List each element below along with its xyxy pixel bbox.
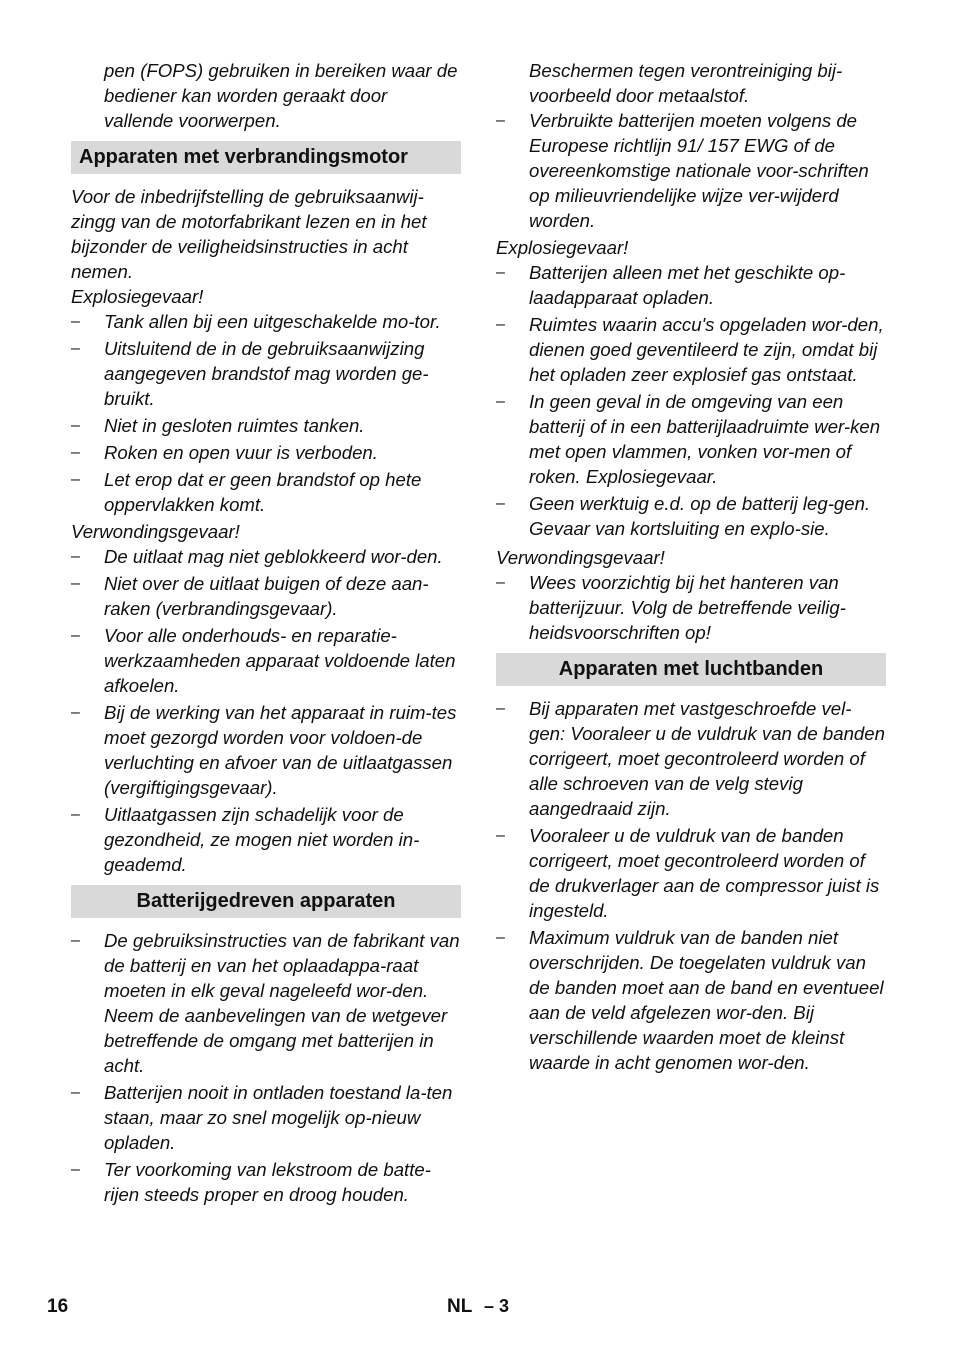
injury-list: [71, 544, 461, 877]
right-column: [496, 58, 886, 1077]
list-item-text: Bij apparaten met vastgeschroefde vel-gen: Vooraleer u de vuldruk van de banden corrigeert, moet gecontroleerd worden of alle schroeven van de velg stevig aangedraaid zijn.: [529, 698, 885, 819]
list-item-text: De uitlaat mag niet geblokkeerd wor-den.: [104, 546, 443, 567]
list-item-text: Verbruikte batterijen moeten volgens de Europese richtlijn 91/ 157 EWG of de overeenkomstige nationale voor-schriften op milieuvriendelijke wijze ver-wijderd worden.: [529, 110, 869, 231]
bullet-dash: –: [496, 112, 505, 129]
bullet-dash: –: [496, 827, 505, 844]
section-heading-battery: Batterijgedreven apparaten: [71, 885, 461, 918]
list-item-text: Voor alle onderhouds- en reparatie-werkzaamheden apparaat voldoende laten afkoelen.: [104, 625, 456, 696]
list-item-text: Bij de werking van het apparaat in ruim-tes moet gezorgd worden voor voldoen-de verluchting en afvoer van de uitlaatgassen (vergiftigingsgevaar).: [104, 702, 457, 798]
section-heading-combustion: Apparaten met verbrandingsmotor: [71, 141, 461, 174]
list-item: [71, 336, 461, 411]
list-item-text: Batterijen nooit in ontladen toestand la-ten staan, maar zo snel mogelijk op-nieuw opladen.: [104, 1082, 453, 1153]
bullet-dash: –: [71, 806, 80, 823]
list-item: [496, 389, 886, 489]
section-page-number: – 3: [484, 1296, 510, 1316]
bullet-dash: –: [71, 417, 80, 434]
list-item: [496, 108, 886, 233]
list-item-text: Vooraleer u de vuldruk van de banden corrigeert, moet gecontroleerd worden of de drukverlager aan de compressor juist is ingesteld.: [529, 825, 880, 921]
bullet-dash: –: [71, 1084, 80, 1101]
list-item: [496, 925, 886, 1075]
bullet-dash: –: [496, 393, 505, 410]
list-item-text: Geen werktuig e.d. op de batterij leg-gen. Gevaar van kortsluiting en explo-sie.: [529, 493, 871, 539]
bullet-dash: –: [71, 704, 80, 721]
injury-list-right: [496, 570, 886, 645]
language-code: NL: [447, 1296, 473, 1317]
battery-list: [71, 928, 461, 1207]
section-heading-tires: Apparaten met luchtbanden: [496, 653, 886, 686]
section-intro: Voor de inbedrijfstelling de gebruiksaanwij-zingg van de motorfabrikant lezen en in het bijzonder de veiligheidsinstructies in acht nemen.: [71, 186, 427, 282]
page-number: 16: [47, 1296, 69, 1317]
bullet-dash: –: [496, 700, 505, 717]
bullet-dash: –: [71, 1161, 80, 1178]
list-item: [71, 1080, 461, 1155]
list-item: [71, 623, 461, 698]
list-item: [496, 260, 886, 310]
list-item-text: De gebruiksinstructies van de fabrikant van de batterij en van het oplaadappa-raat moeten in elk geval nageleefd wor-den. Neem de aanbevelingen van de wetgever betreffende de omgang met batterijen in acht.: [104, 930, 460, 1076]
list-item-text: Ter voorkoming van lekstroom de batte-rijen steeds proper en droog houden.: [104, 1159, 431, 1205]
bullet-dash: –: [71, 932, 80, 949]
label-injury-hazard-right: Verwondingsgevaar!: [496, 547, 665, 568]
bullet-dash: –: [71, 313, 80, 330]
list-item: [71, 440, 461, 465]
bullet-dash: –: [496, 929, 505, 946]
explosion-list-right: [496, 260, 886, 541]
list-item: [496, 696, 886, 821]
bullet-dash: –: [71, 471, 80, 488]
list-item: [71, 928, 461, 1078]
list-item: [496, 312, 886, 387]
list-item: [496, 570, 886, 645]
list-item-text: Wees voorzichtig bij het hanteren van batterijzuur. Volg de betreffende veilig-heidsvoorschriften op!: [529, 572, 846, 643]
battery-disposal-list: [496, 108, 886, 233]
list-item-text: Uitsluitend de in de gebruiksaanwijzing aangegeven brandstof mag worden ge-bruikt.: [104, 338, 429, 409]
list-item: [71, 309, 461, 334]
continued-paragraph: pen (FOPS) gebruiken in bereiken waar de bediener kan worden geraakt door vallende voorwerpen.: [104, 60, 458, 131]
tire-list: [496, 696, 886, 1075]
list-item: [71, 802, 461, 877]
list-item: [71, 413, 461, 438]
list-item: [496, 491, 886, 541]
list-item: [71, 544, 461, 569]
left-column: [71, 58, 461, 1209]
list-item: [71, 571, 461, 621]
list-item: [71, 467, 461, 517]
continued-list-text: Beschermen tegen verontreiniging bij-voorbeeld door metaalstof.: [529, 60, 843, 106]
bullet-dash: –: [71, 575, 80, 592]
list-item-text: Let erop dat er geen brandstof op hete oppervlakken komt.: [104, 469, 422, 515]
list-item: [496, 823, 886, 923]
bullet-dash: –: [496, 495, 505, 512]
list-item: [71, 700, 461, 800]
list-item: [71, 1157, 461, 1207]
bullet-dash: –: [496, 574, 505, 591]
list-item-text: Roken en open vuur is verboden.: [104, 442, 378, 463]
list-item-text: Tank allen bij een uitgeschakelde mo-tor.: [104, 311, 441, 332]
bullet-dash: –: [71, 444, 80, 461]
list-item-text: Batterijen alleen met het geschikte op-laadapparaat opladen.: [529, 262, 846, 308]
explosion-list: [71, 309, 461, 517]
list-item-text: Uitlaatgassen zijn schadelijk voor de gezondheid, ze mogen niet worden in-geademd.: [104, 804, 420, 875]
bullet-dash: –: [71, 627, 80, 644]
list-item-text: Maximum vuldruk van de banden niet overschrijden. De toegelaten vuldruk van de banden moet aan de band en eventueel aan de veld afgelezen wor-den. Bij verschillende waarden moet de kleinst waarde in acht genomen wor-den.: [529, 927, 884, 1073]
bullet-dash: –: [496, 264, 505, 281]
list-item-text: Niet in gesloten ruimtes tanken.: [104, 415, 365, 436]
bullet-dash: –: [71, 548, 80, 565]
bullet-dash: –: [71, 340, 80, 357]
bullet-dash: –: [496, 316, 505, 333]
list-item-text: In geen geval in de omgeving van een batterij of in een batterijlaadruimte wer-ken met open vlammen, vonken vor-men of roken. Explosiegevaar.: [529, 391, 881, 487]
list-item-text: Niet over de uitlaat buigen of deze aan-raken (verbrandingsgevaar).: [104, 573, 429, 619]
label-injury-hazard: Verwondingsgevaar!: [71, 521, 240, 542]
label-explosion-hazard: Explosiegevaar!: [71, 286, 204, 307]
list-item-text: Ruimtes waarin accu's opgeladen wor-den, dienen goed geventileerd te zijn, omdat bij het opladen zeer explosief gas ontstaat.: [529, 314, 884, 385]
label-explosion-hazard-right: Explosiegevaar!: [496, 237, 629, 258]
